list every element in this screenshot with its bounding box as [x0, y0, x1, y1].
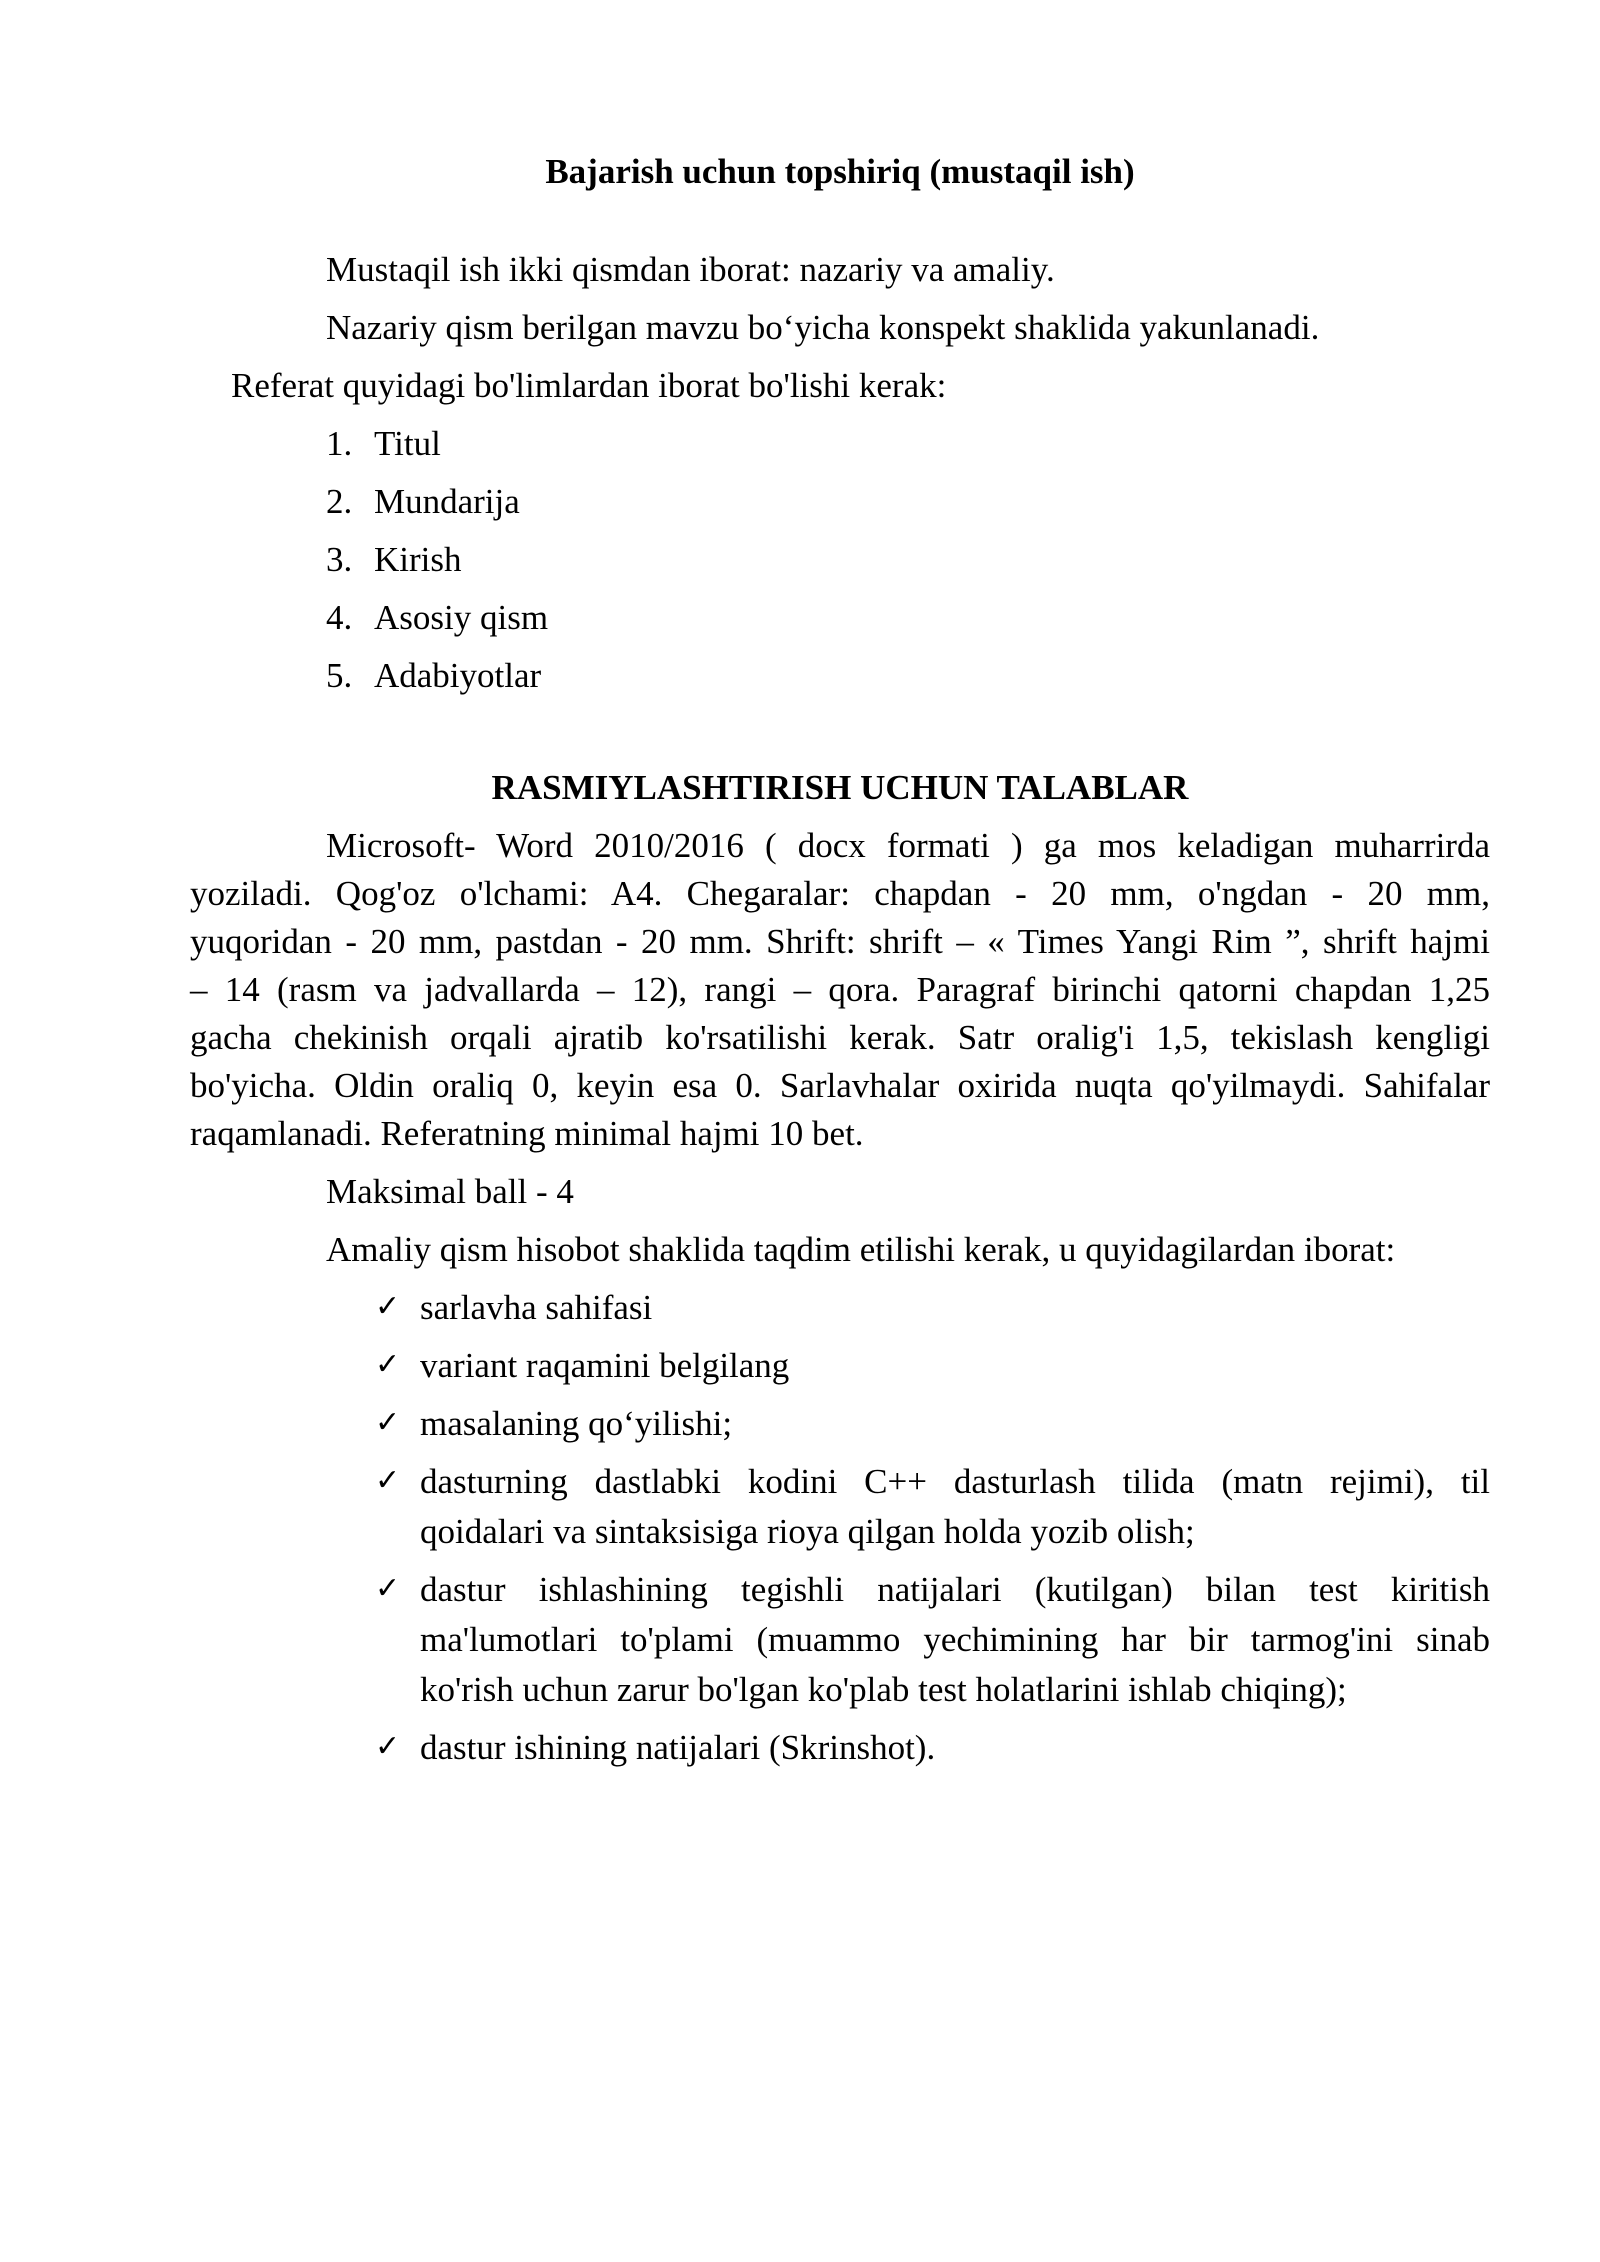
page-title: Bajarish uchun topshiriq (mustaqil ish) — [545, 152, 1135, 191]
checkmark-icon: ✓ — [375, 1729, 401, 1764]
requirements-heading: RASMIYLASHTIRISH UCHUN TALABLAR — [491, 768, 1189, 807]
practical-item: masalaning qo‘yilishi; — [420, 1404, 733, 1443]
practical-item: dastur ishlashining tegishli natijalari (kutilgan) bilan test kiritish — [420, 1570, 1490, 1609]
checkmark-icon: ✓ — [375, 1405, 401, 1440]
list-item-label: Adabiyotlar — [374, 656, 542, 695]
checkmark-icon: ✓ — [375, 1463, 401, 1498]
requirements-line: – 14 (rasm va jadvallarda – 12), rangi – qora. Paragraf birinchi qatorni chapdan 1,25 — [190, 970, 1490, 1009]
list-item — [326, 420, 441, 468]
list-number: 4. — [326, 598, 353, 637]
practical-item: ma'lumotlari to'plami (muammo yechimining har bir tarmog'ini sinab — [420, 1620, 1490, 1659]
requirements-line: raqamlanadi. Referatning minimal hajmi 10 bet. — [190, 1114, 864, 1153]
list-item — [326, 478, 520, 526]
requirements-line: bo'yicha. Oldin oraliq 0, keyin esa 0. Sarlavhalar oxirida nuqta qo'yilmaydi. Sahifalar — [190, 1066, 1490, 1105]
list-item-label: Kirish — [374, 540, 462, 579]
practical-item: ko'rish uchun zarur bo'lgan ko'plab test holatlarini ishlab chiqing); — [420, 1670, 1347, 1709]
list-number: 1. — [326, 424, 353, 463]
requirements-line: yoziladi. Qog'oz o'lchami: A4. Chegaralar: chapdan - 20 mm, o'ngdan - 20 mm, — [190, 874, 1490, 913]
list-item-label: Titul — [374, 424, 441, 463]
list-item — [326, 536, 462, 584]
practical-item: dasturning dastlabki kodini C++ dasturlash tilida (matn rejimi), til — [420, 1462, 1490, 1501]
intro-paragraph-1: Mustaqil ish ikki qismdan iborat: nazariy va amaliy. — [326, 250, 1055, 289]
requirements-line: Microsoft- Word 2010/2016 ( docx formati ) ga mos keladigan muharrirda — [326, 826, 1490, 865]
list-number: 5. — [326, 656, 353, 695]
practical-item: variant raqamini belgilang — [420, 1346, 790, 1385]
practical-item: qoidalari va sintaksisiga rioya qilgan holda yozib olish; — [420, 1512, 1195, 1551]
requirements-line: gacha chekinish orqali ajratib ko'rsatilishi kerak. Satr oralig'i 1,5, tekislash kengligi — [190, 1018, 1490, 1057]
checkmark-icon: ✓ — [375, 1289, 401, 1324]
list-number: 3. — [326, 540, 353, 579]
requirements-line: yuqoridan - 20 mm, pastdan - 20 mm. Shrift: shrift – « Times Yangi Rim ”, shrift hajmi — [190, 922, 1490, 961]
checkmark-icon: ✓ — [375, 1347, 401, 1382]
practical-item: dastur ishining natijalari (Skrinshot). — [420, 1728, 936, 1767]
practical-intro: Amaliy qism hisobot shaklida taqdim etilishi kerak, u quyidagilardan iborat: — [326, 1230, 1396, 1269]
intro-paragraph-3: Referat quyidagi bo'limlardan iborat bo'lishi kerak: — [231, 366, 947, 405]
intro-paragraph-2: Nazariy qism berilgan mavzu bo‘yicha konspekt shaklida yakunlanadi. — [326, 308, 1320, 347]
list-number: 2. — [326, 482, 353, 521]
list-item — [326, 594, 548, 642]
list-item-label: Asosiy qism — [374, 598, 549, 637]
list-item-label: Mundarija — [374, 482, 520, 521]
max-score: Maksimal ball - 4 — [326, 1172, 574, 1211]
checkmark-icon: ✓ — [375, 1571, 401, 1606]
list-item — [326, 652, 541, 700]
practical-item: sarlavha sahifasi — [420, 1288, 653, 1327]
